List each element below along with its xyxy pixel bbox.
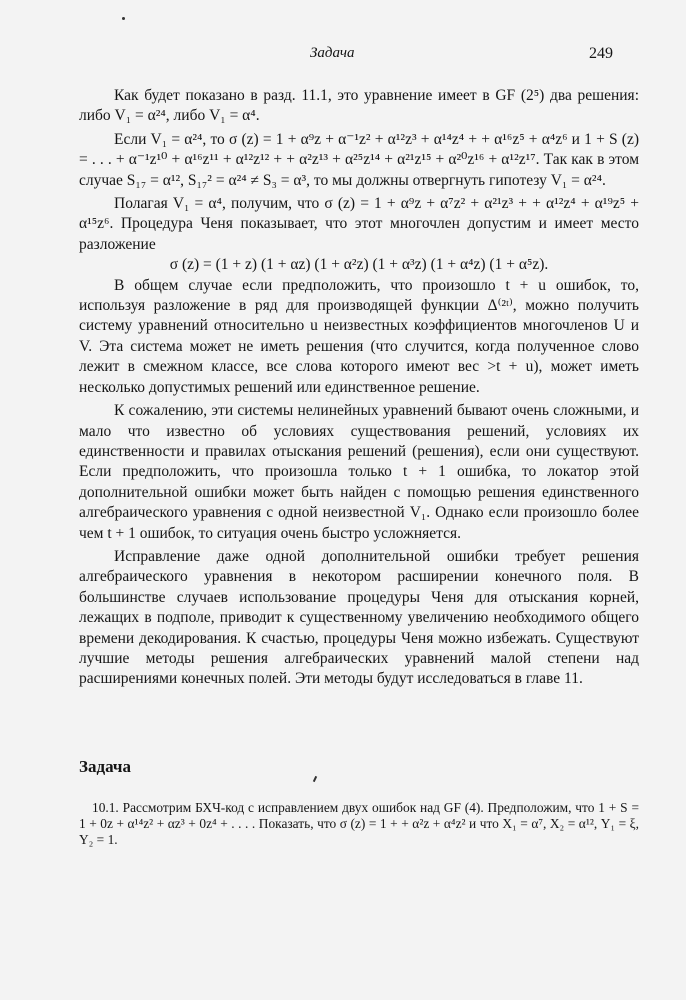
problem-10-1 [79,800,639,848]
paragraph-gf-solutions: Как будет показано в разд. 11.1, это уравнение имеет в GF (2⁵) два решения: либо V₁ = α²⁴, либо V₁ = α⁴. [79,87,639,125]
print-speck [122,17,125,20]
paragraph-general-case: В общем случае если предположить, что произошло t + u ошибок, то, используя разложение в ряд для производящей функции Δ⁽²ᵗ⁾, можно получить систему уравнений относительно u неизвестных коэффициентов многочленов U и V. Эта система может не иметь решения (что случится, когда полученное слово лежит в смежном классе, все слова которого имеют вес >t + u), может иметь несколько допустимых решений или единственное решение. [79,276,639,396]
paragraph-accept-hypothesis: Полагая V₁ = α⁴, получим, что σ (z) = 1 + α⁹z + α⁷z² + α²¹z³ + + α¹²z⁴ + α¹⁹z⁵ + α¹⁵z⁶. Процедура Ченя показывает, что этот многочлен допустим и имеет место разложение [79,195,639,253]
problems-heading: Задача [79,757,131,776]
formula-factorization: σ (z) = (1 + z) (1 + αz) (1 + α²z) (1 + α³z) (1 + α⁴z) (1 + α⁵z). [169,256,549,274]
paragraph-nonlinear-systems: К сожалению, эти системы нелинейных уравнений бывают очень сложными, и мало что известно об условиях существования решений, условиях их единственности и правилах отыскания решений (решения), если они существуют. Если предположить, что произошла только t + 1 ошибка, то локатор этой дополнительной ошибки может быть найден с помощью решения единственного алгебраического уравнения с одной неизвестной V₁. Однако если произошло более чем t + 1 ошибок, то ситуация очень быстро усложняется. [79,402,639,542]
problem-text: 10.1. Рассмотрим БХЧ-код с исправлением двух ошибок над GF (4). Предположим, что 1 + S = 1 + 0z + α¹⁴z² + αz³ + 0z⁴ + . . . . Показать, что σ (z) = 1 + + α²z + α⁴z² и что X₁ = α⁷, X₂ = α¹², Y₁ = ξ, Y₂ = 1. [79,800,639,847]
page-number: 249 [589,45,613,62]
print-mark [313,776,317,782]
paragraph-reject-hypothesis: Если V₁ = α²⁴, то σ (z) = 1 + α⁹z + α⁻¹z² + α¹²z³ + α¹⁴z⁴ + + α¹⁶z⁵ + α⁴z⁶ и 1 + S (z) = . . . + α⁻¹z¹⁰ + α¹⁶z¹¹ + α¹²z¹² + + α²z¹³ + α²⁵z¹⁴ + α²¹z¹⁵ + α²⁰z¹⁶ + α¹²z¹⁷. Так как в этом случае S₁₇ = α¹², S₁₇² = α²⁴ ≠ S₃ = α³, то мы должны отвергнуть гипотезу V₁ = α²⁴. [79,130,639,189]
running-header-title: Задача [310,45,355,61]
paragraph-additional-error: Исправление даже одной дополнительной ошибки требует решения алгебраического уравнения в некотором расширении конечного поля. В большинстве случаев использование процедуры Ченя для отыскания корней, лежащих в подполе, приводит к существенному увеличению необходимого общего времени декодирования. К счастью, процедуры Ченя можно избежать. Существуют лучшие методы решения алгебраических уравнений малой степени над расширениями конечных полей. Эти методы будут исследоваться в главе 11. [79,547,639,688]
main-text [79,86,639,690]
